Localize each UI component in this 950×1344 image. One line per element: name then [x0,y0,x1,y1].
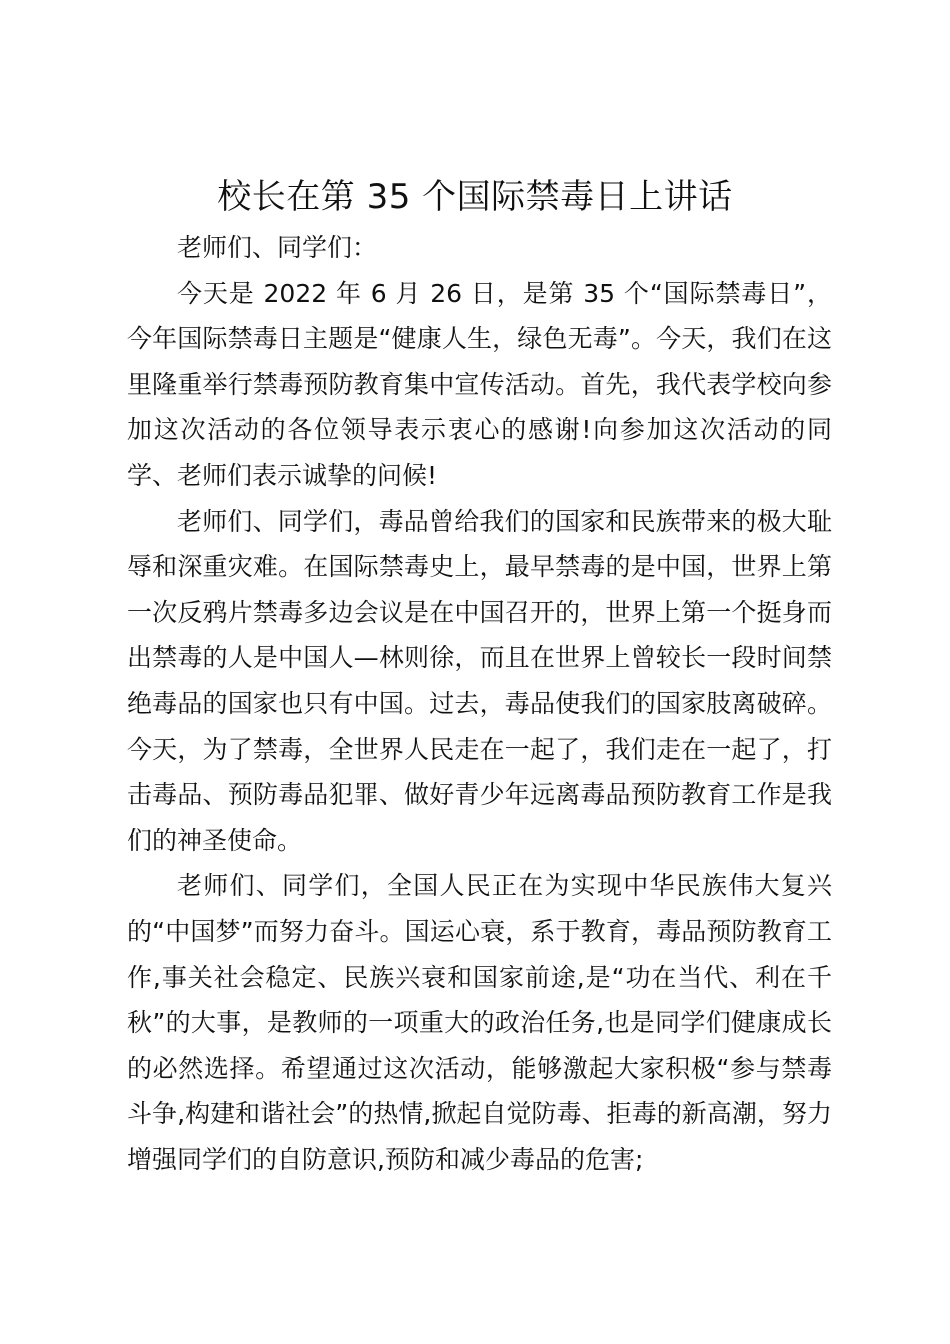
paragraph-3: 老师们、同学们，全国人民正在为实现中华民族伟大复兴的“中国梦”而努力奋斗。国运心衰，系于教育，毒品预防教育工作,事关社会稳定、民族兴衰和国家前途,是“功在当代、利在千秋”的大事，是教师的一项重大的政治任务,也是同学们健康成长的必然选择。希望通过这次活动，能够激起大家积极“参与禁毒斗争,构建和谐社会”的热情,掀起自觉防毒、拒毒的新高潮，努力增强同学们的自防意识,预防和减少毒品的危害; [127,871,832,1174]
paragraph-1: 今天是 2022 年 6 月 26 日，是第 35 个“国际禁毒日”，今年国际禁毒日主题是“健康人生，绿色无毒”。今天，我们在这里隆重举行禁毒预防教育集中宣传活动。首先，我代表学校向参加这次活动的各位领导表示衷心的感谢!向参加这次活动的同学、老师们表示诚挚的问候! [127,278,832,490]
document-body [127,225,832,1182]
document-title: 校长在第 35 个国际禁毒日上讲话 [217,177,733,217]
paragraph-2: 老师们、同学们，毒品曾给我们的国家和民族带来的极大耻辱和深重灾难。在国际禁毒史上，最早禁毒的是中国，世界上第一次反鸦片禁毒多边会议是在中国召开的，世界上第一个挺身而出禁毒的人是中国人—林则徐，而且在世界上曾较长一段时间禁绝毒品的国家也只有中国。过去，毒品使我们的国家肢离破碎。今天，为了禁毒，全世界人民走在一起了，我们走在一起了，打击毒品、预防毒品犯罪、做好青少年远离毒品预防教育工作是我们的神圣使命。 [127,506,832,855]
salutation: 老师们、同学们： [177,233,378,262]
